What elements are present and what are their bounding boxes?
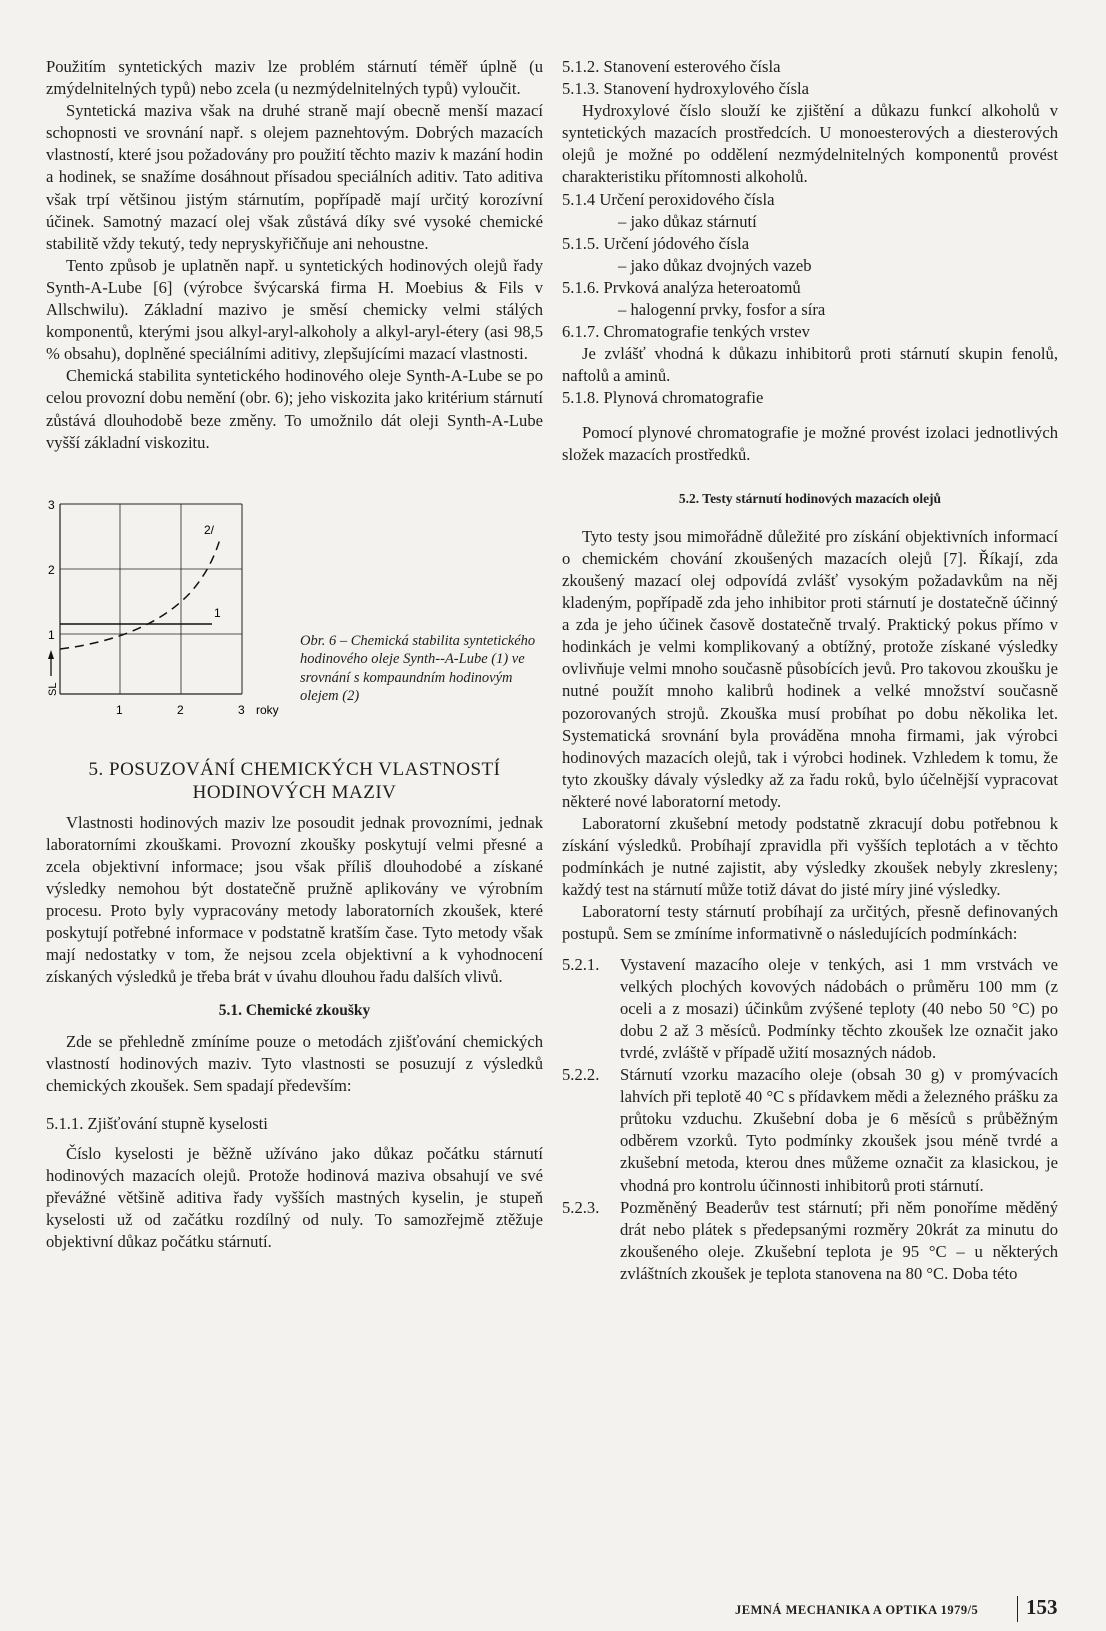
series-2-line <box>60 536 221 649</box>
x-tick-label: 2 <box>177 702 184 717</box>
item-5-2-2 <box>562 1064 1058 1197</box>
intro-paragraph: Syntetická maziva však na druhé straně mají obecně menší mazací schopnosti ve srovnání např. s olejem paznehtovým. Dobrých mazacích vlastností, které jsou požadovány pro použití těchto maziv k mazání hodin a hodinek, se snažíme dosáhnout přísadou speciálních aditiv. Tato aditiva však trpí většinou jistým stárnutím, popřípadě mají určitý korozívní účinek. Samotný mazací olej však zůstává díky své vysoké chemické stabilitě vždy tekutý, tedy nepryskyřičňuje ani nehoustne. <box>46 101 543 253</box>
subsection-5-1-text: Zde se přehledně zmíníme pouze o metodách zjišťování chemických vlastností hodinových maziv. Tyto vlastnosti se posuzují z výsledků chemických zkoušek. Sem spadají především: <box>46 1031 543 1095</box>
curve-label-2: 2/ <box>204 522 215 537</box>
item-number: 5.2.3. <box>562 1197 600 1217</box>
x-unit-label: roky <box>256 702 279 717</box>
subsection-5-1-title: 5.1. Chemické zkoušky <box>218 1002 371 1020</box>
item-5-1-3: 5.1.3. Stanovení hydroxylového čísla <box>562 79 810 99</box>
left-column <box>46 56 543 1253</box>
section-5-title: 5. POSUZOVÁNÍ CHEMICKÝCH VLASTNOSTÍ HODINOVÝCH MAZIV <box>88 758 501 803</box>
item-5-1-6-sub: – halogenní prvky, fosfor a síra <box>618 300 826 320</box>
item-5-2-3 <box>562 1197 1058 1285</box>
intro-paragraph: Tento způsob je uplatněn např. u syntetických hodinových olejů řady Synth-A-Lube [6] (výrobce švýcarská firma H. Moebius & Fils v Allschwilu). Základní mazivo je směsí chemicky velmi stálých komponentů, kterými jsou alkyl-aryl-alkoholy a alkyl-aryl-étery (asi 98,5 % obsahu), doplněné speciálními aditivy, zlepšujícími mazací vlastnosti. <box>46 255 543 364</box>
footer-divider <box>1017 1596 1018 1622</box>
subsection-5-2-para: Tyto testy jsou mimořádně důležité pro získání objektivních informací o chemickém chování zkoušených mazacích olejů [7]. Říkají, zda zkoušený mazací olej odpovídá zvlášť vysokým požadavkům na něj kladeným, popřípadě zda jeho inhibitor proti stárnutí je dostatečně účinný a zda je jeho účinek časově dostatečně trvalý. Praktický pokus přímo v hodinkách je velmi komplikovaný a obtížný, protože získané výsledky ovlivňuje velmi mnoho současně působících jevů. Pro takovou zkoušku je nutné použít mnoho kalibrů hodinek a velké množství současně pozorovaných strojů. Zkouška musí probíhat po dobu několika let. Systematická srovnání byla prováděna mnoha firmami, jak výrobci hodinových mazacích olejů, tak i výrobci hodinek. Vzhledem k tomu, že tyto zkoušky dávaly výsledky až za řadu roků, bylo účelnější vypracovat některé nové laboratorní metody. <box>562 526 1058 811</box>
item-5-2-1 <box>562 954 1058 1064</box>
item-6-1-7: 6.1.7. Chromatografie tenkých vrstev <box>562 322 810 342</box>
y-tick-label: 3 <box>48 497 55 512</box>
intro-paragraphs <box>46 56 543 454</box>
item-5-1-1-text: Číslo kyselosti je běžně užíváno jako důkaz počátku stárnutí hodinových mazacích olejů. Protože hodinová maziva obsahují ve své převážné většině aditiva řady vyšších mastných kyselin, je stupeň kyselosti už od začátku rozdílný od nuly. To samozřejmě ztěžuje objektivní důkaz počátku stárnutí. <box>46 1143 543 1252</box>
section-5-text: Vlastnosti hodinových maziv lze posoudit jednak provozními, jednak laboratorními zkouškami. Provozní zkoušky poskytují velmi přesné a zcela objektivní informace; jsou však příliš dlouhodobé a získané výsledky nemohou být dostatečně pružně aplikovány ve výrobním procesu. Proto byly vypracovány metody laboratorních zkoušek, které poskytují potřebné informace v podstatně kratším čase. Tyto metody však mají nedostatky v tom, že nejsou zcela objektivní a k vyhodnocení získaných výsledků je třeba brát v úvahu dlouhou řadu dalších vlivů. <box>46 812 543 987</box>
item-number: 5.2.2. <box>562 1065 600 1085</box>
item-5-1-1-heading: 5.1.1. Zjišťování stupně kyselosti <box>46 1113 268 1133</box>
item-5-1-2: 5.1.2. Stanovení esterového čísla <box>562 57 781 76</box>
intro-paragraph: Chemická stabilita syntetického hodinového oleje Synth-A-Lube se po celou provozní dobu nemění (obr. 6); jeho viskozita jako kritérium stárnutí zůstává dlouhodobě beze změny. To umožnilo dát oleji Synth-A-Lube vyšší základní viskozitu. <box>46 366 543 452</box>
figure-6 <box>46 464 543 736</box>
stability-chart <box>46 464 296 736</box>
page-number: 153 <box>1026 1595 1058 1619</box>
item-5-1-4: 5.1.4 Určení peroxidového čísla <box>562 189 775 209</box>
item-5-1-3-text: Hydroxylové číslo slouží ke zjištění a důkazu funkcí alkoholů v syntetických mazacích prostředcích. U monoesterových a diesterových olejů je možné po oddělení nezmýdelnitelných komponentů provést charakteristiku přítomnosti alkoholů. <box>562 101 1058 187</box>
subsection-5-2-title: 5.2. Testy stárnutí hodinových mazacích olejů <box>678 490 942 506</box>
subsection-5-2-para: Laboratorní zkušební metody podstatně zkracují dobu potřebnou k získání výsledků. Probíhají zpravidla při vyšších teplotách a v těchto podmínkách je nutné zajistit, aby výsledky zkoušek nebyly zkresleny; každý test na stárnutí může totiž dávat do jisté míry jiné výsledky. <box>562 814 1058 900</box>
item-5-1-5-sub: – jako důkaz dvojných vazeb <box>618 255 812 275</box>
item-6-1-7-text: Je zvlášť vhodná k důkazu inhibitorů proti stárnutí skupin fenolů, naftolů a aminů. <box>562 344 1058 386</box>
right-column <box>562 56 1058 1285</box>
journal-footer: JEMNÁ MECHANIKA A OPTIKA 1979/5 <box>735 1603 979 1617</box>
item-5-1-4-sub: – jako důkaz stárnutí <box>618 211 757 231</box>
x-tick-label: 1 <box>116 702 123 717</box>
item-5-1-5: 5.1.5. Určení jódového čísla <box>562 233 750 253</box>
item-number: 5.2.1. <box>562 954 600 974</box>
curve-label-1: 1 <box>214 605 221 620</box>
x-tick-label: 3 <box>238 702 245 717</box>
item-text: Pozměněný Beaderův test stárnutí; při něm ponoříme měděný drát nebo plátek s předepsanými rozměry 20krát za minutu do zkoušeného oleje. Zkušební teplota je 95 °C – u některých zvláštních zkoušek je teplota stanovena na 80 °C. Doba této <box>620 1197 1058 1283</box>
item-text: Stárnutí vzorku mazacího oleje (obsah 30 g) v promývacích lahvích při teplotě 40 °C s přídavkem mědi a železného prášku za průtoku vzduchu. Zkušební doba je 6 měsíců s průběžným odběrem vzorků. Tyto podmínky zkoušek jsou méně tvrdé a zkušební metoda, kterou dnes můžeme označit za klasickou, je vhodná pro kontrolu účinnosti inhibitorů proti stárnutí. <box>620 1065 1058 1195</box>
y-tick-label: 2 <box>48 562 55 577</box>
intro-paragraph: Použitím syntetických maziv lze problém stárnutí téměř úplně (u zmýdelnitelných typů) nebo zcela (u nezmýdelnitelných typů) vyloučit. <box>46 57 543 99</box>
item-5-1-8-text: Pomocí plynové chromatografie je možné provést izolaci jednotlivých složek mazacích prostředků. <box>562 422 1058 464</box>
item-5-1-6: 5.1.6. Prvková analýza heteroatomů <box>562 277 801 297</box>
item-5-1-8: 5.1.8. Plynová chromatografie <box>562 388 764 408</box>
subsection-5-2-para: Laboratorní testy stárnutí probíhají za určitých, přesně definovaných postupů. Sem se zmíníme informativně o následujících podmínkách: <box>562 902 1058 944</box>
y-tick-label: 1 <box>48 627 55 642</box>
item-text: Vystavení mazacího oleje v tenkých, asi 1 mm vrstvách ve velkých plochých kovových nádobách o průměru 100 mm (z oceli a z mosazi) účinkům zvýšené teploty (40 nebo 50 °C) po dobu 2 až 3 měsíců. Podmínky těchto zkoušek lze označit jako tvrdé, zvláště v případě užití mosazných nádob. <box>620 954 1058 1062</box>
figure-caption: Obr. 6 – Chemická stabilita syntetického hodinového oleje Synth--A-Lube (1) ve srovnání s kompaundním hodinovým olejem (2) <box>300 632 536 705</box>
y-axis-label: SL <box>47 682 59 696</box>
